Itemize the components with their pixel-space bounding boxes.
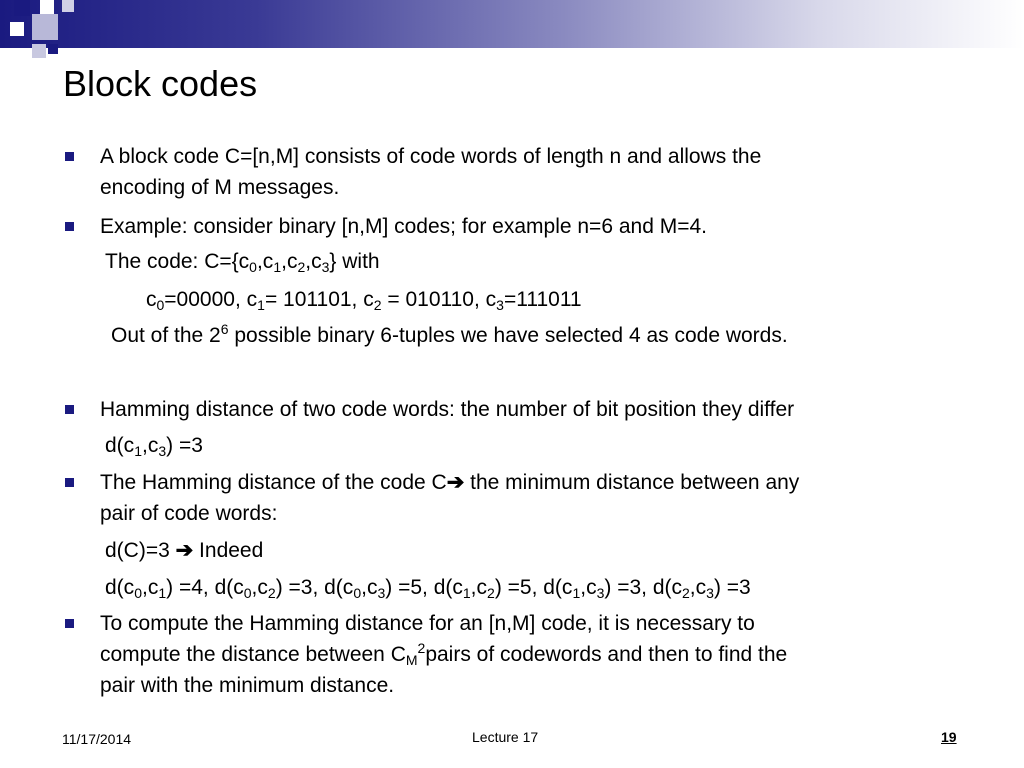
bullet-icon: [65, 478, 74, 487]
hamming-example-line: $d(c_1,c_3) =3$: [105, 434, 203, 459]
bullet-2-line-1: Example: consider binary [n,M] codes; for example n=6 and M=4.: [100, 215, 707, 238]
arrow-right-icon: ➔: [446, 471, 465, 494]
bullet-5-line-1: To compute the Hamming distance for an [n,M] code, it is necessary to: [100, 612, 755, 635]
bullet-4-line-2: pair of code words:: [100, 502, 278, 525]
bullet-icon: [65, 152, 74, 161]
footer-date: 11/17/2014: [62, 731, 132, 747]
bullet-5-line-3: pair with the minimum distance.: [100, 674, 395, 697]
codewords-line: $c_0=00000$, $c_1= 101101$, $c_2 = 010110$, $c_3=111011$: [146, 288, 582, 313]
footer-lecture: Lecture 17: [472, 729, 539, 745]
bullet-3-line-1: Hamming distance of two code words: the number of bit position they differ: [100, 398, 795, 421]
decorative-square: [62, 0, 74, 12]
decorative-square: [14, 0, 30, 16]
bullet-4-line-1: The Hamming distance of the code C➔ the minimum distance between any: [100, 471, 800, 494]
bullet-5-line-2: compute the distance between $C_M^2pairs$ of codewords and then to find the: [100, 640, 788, 668]
bullet-1-line-1: A block code C=[n,M] consists of code words of length n and allows the: [100, 145, 762, 168]
code-definition-line: The code: $C=\{c_0,c_1,c_2,c_3\}$ with: [105, 250, 380, 275]
bullet-icon: [65, 222, 74, 231]
decorative-square: [32, 14, 58, 40]
slide-title: Block codes: [63, 63, 258, 104]
bullet-icon: [65, 405, 74, 414]
slide-number: 19: [941, 729, 957, 745]
decorative-square: [40, 0, 54, 14]
decorative-square: [32, 44, 46, 58]
bullet-1-line-2: encoding of M messages.: [100, 176, 340, 199]
header-band: [0, 0, 1024, 48]
decorative-square: [10, 22, 24, 36]
decorative-square: [48, 44, 58, 54]
code-distance-line: d(C)=3 ➔ Indeed: [105, 539, 264, 562]
tuples-line: Out of the $2^6$ possible binary 6-tuples we have selected 4 as code words.: [111, 321, 788, 347]
bullet-icon: [65, 619, 74, 628]
pairwise-distances-line: $d(c_0,c_1) =4$, $d(c_0,c_2) =3$, $d(c_0,c_3) =5$, $d(c_1,c_2) =5$, $d(c_1,c_3) =3$, $d(c_2,c_3) =3$: [105, 576, 751, 601]
arrow-right-icon: ➔: [175, 539, 194, 562]
